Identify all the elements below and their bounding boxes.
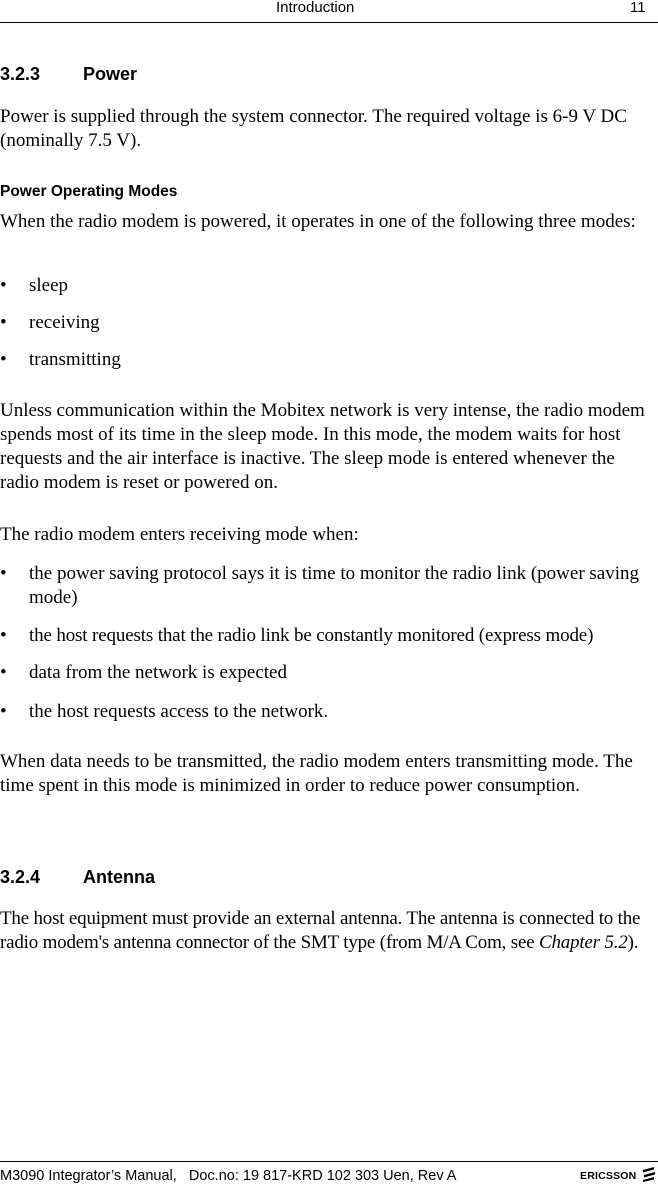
section-title: Power xyxy=(83,64,138,84)
modes-intro-paragraph: When the radio modem is powered, it operates in one of the following three modes: xyxy=(0,211,636,232)
section-heading-antenna xyxy=(0,866,155,888)
transmitting-paragraph: When data needs to be transmitted, the radio modem enters transmitting mode. The time spent in this mode is minimized in order to reduce power consumption. xyxy=(0,751,633,796)
antenna-text: The host equipment must provide an external antenna. The antenna is connected to the radio modem's antenna connector of the SMT type (from M/A Com, see xyxy=(0,908,641,953)
bullet-icon: • xyxy=(0,275,7,296)
sleep-mode-paragraph: Unless communication within the Mobitex network is very intense, the radio modem spends most of its time in the sleep mode. In this mode, the modem waits for host requests and the air interface is inactive. The sleep mode is entered whenever the radio modem is reset or powered on. xyxy=(0,400,645,493)
section-number: 3.2.4 xyxy=(0,867,41,887)
subheading-power-operating-modes: Power Operating Modes xyxy=(0,183,178,200)
list-item-text: transmitting xyxy=(29,349,121,370)
list-item-text: sleep xyxy=(29,275,69,296)
list-item-text: receiving xyxy=(29,312,100,333)
footer-rule xyxy=(0,1161,658,1162)
bullet-icon: • xyxy=(0,312,7,333)
antenna-text-end: ). xyxy=(627,932,639,953)
list-item xyxy=(0,348,658,372)
list-item xyxy=(0,624,658,648)
receiving-intro-paragraph: The radio modem enters receiving mode when: xyxy=(0,524,359,545)
bullet-icon: • xyxy=(0,625,7,646)
list-item-text: the power saving protocol says it is time to monitor the radio link (power saving mode) xyxy=(29,563,640,608)
list-item xyxy=(0,661,658,685)
bullet-icon: • xyxy=(0,701,7,722)
running-header-title: Introduction xyxy=(276,0,355,16)
bullet-icon: • xyxy=(0,563,7,584)
list-item-text: data from the network is expected xyxy=(29,662,287,683)
antenna-paragraph xyxy=(0,907,656,955)
header-rule xyxy=(0,22,658,23)
section-number: 3.2.3 xyxy=(0,64,41,84)
ericsson-logo-icon xyxy=(642,1166,656,1182)
list-item-text: the host requests that the radio link be constantly monitored (express mode) xyxy=(29,625,594,646)
list-item xyxy=(0,700,658,724)
chapter-reference: Chapter 5.2 xyxy=(538,932,628,953)
page-number: 11 xyxy=(630,0,646,16)
list-item xyxy=(0,311,658,335)
footer-document-info: M3090 Integrator’s Manual, Doc.no: 19 817-KRD 102 303 Uen, Rev A xyxy=(0,1168,457,1184)
ericsson-logo-text: ERICSSON xyxy=(580,1170,637,1182)
list-item-text: the host requests access to the network. xyxy=(29,701,329,722)
power-intro-paragraph: Power is supplied through the system connector. The required voltage is 6-9 V DC (nominally 7.5 V). xyxy=(0,106,627,151)
section-heading-power xyxy=(0,63,137,85)
list-item xyxy=(0,274,658,298)
list-item xyxy=(0,562,658,610)
bullet-icon: • xyxy=(0,662,7,683)
section-title: Antenna xyxy=(83,867,155,887)
bullet-icon: • xyxy=(0,349,7,370)
